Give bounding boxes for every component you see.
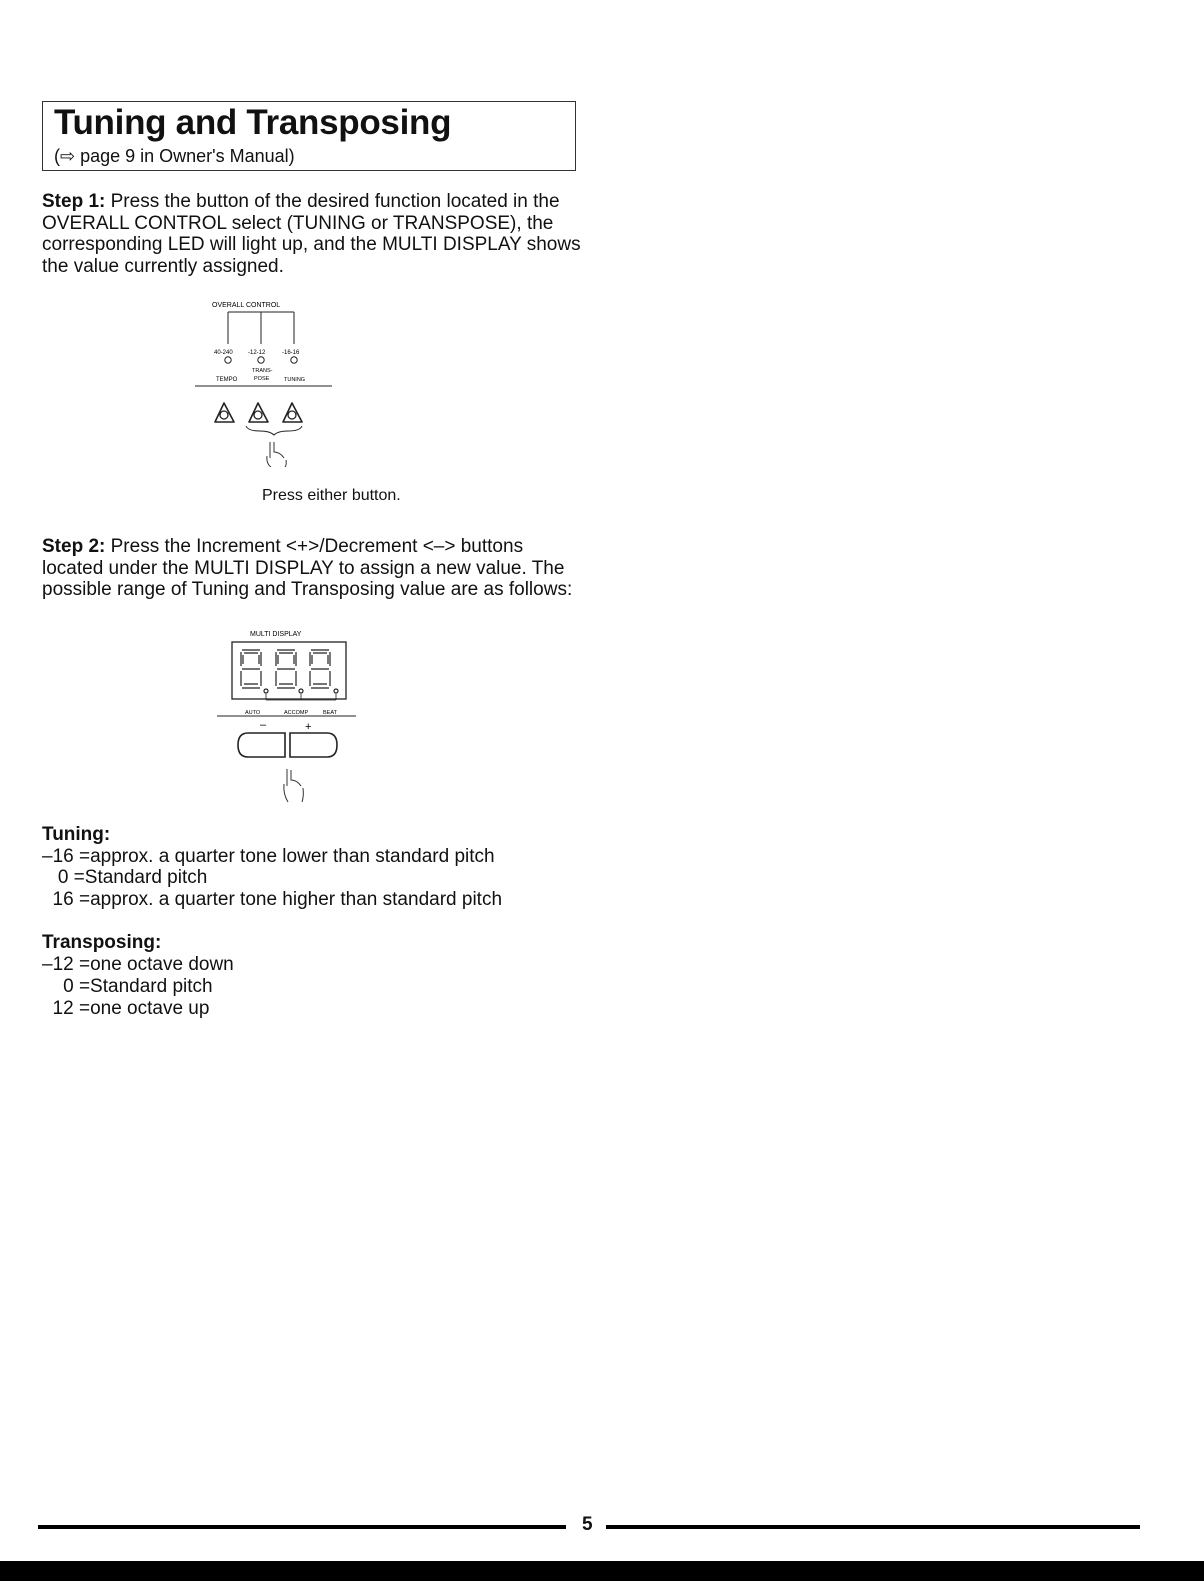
page-number: 5 <box>582 1514 593 1535</box>
led-tempo-icon <box>225 357 231 363</box>
step2-text: Press the Increment <+>/Decrement <–> buttons located under the MULTI DISPLAY to assign a new value. The possible range of Tuning and Transposing value are as follows: <box>42 536 573 601</box>
transposing-line: –12 =one octave down <box>42 954 234 975</box>
tuning-line: 16 =approx. a quarter tone higher than standard pitch <box>42 889 503 910</box>
overall-control-diagram <box>190 292 340 467</box>
footer-rule-right <box>606 1525 1140 1529</box>
tuning-line: –16 =approx. a quarter tone lower than standard pitch <box>42 846 495 867</box>
multi-display-diagram <box>212 624 362 809</box>
range-transpose: -12-12 <box>248 350 266 356</box>
label-accomp: ACCOMP <box>284 710 309 716</box>
decrement-button[interactable] <box>238 733 285 757</box>
minus-label: – <box>260 719 267 731</box>
transposing-line: 0 =Standard pitch <box>42 976 213 997</box>
tuning-button[interactable] <box>283 403 302 422</box>
multi-display-title: MULTI DISPLAY <box>250 631 302 638</box>
scan-edge <box>0 1561 1204 1581</box>
step2-label: Step 2: <box>42 536 106 557</box>
step1-label: Step 1: <box>42 191 106 212</box>
page-title: Tuning and Transposing <box>54 103 452 142</box>
page-reference: (⇨ page 9 in Owner's Manual) <box>54 146 295 166</box>
pointing-hand-icon <box>267 442 286 467</box>
plus-label: + <box>305 721 312 733</box>
label-tempo: TEMPO <box>216 377 238 383</box>
overall-control-title: OVERALL CONTROL <box>212 302 281 309</box>
transposing-heading: Transposing: <box>42 932 162 953</box>
range-tempo: 40-240 <box>214 350 233 356</box>
tuning-heading: Tuning: <box>42 824 111 845</box>
led-tuning-icon <box>291 357 297 363</box>
range-tuning: -16-16 <box>282 350 300 356</box>
step2-paragraph <box>42 536 582 601</box>
tuning-line: 0 =Standard pitch <box>42 867 208 888</box>
transposing-line: 12 =one octave up <box>42 998 210 1019</box>
increment-button[interactable] <box>290 733 337 757</box>
step1-paragraph <box>42 191 582 277</box>
label-beat: BEAT <box>323 710 337 716</box>
overall-caption: Press either button. <box>262 487 401 504</box>
led-transpose-icon <box>258 357 264 363</box>
tempo-button[interactable] <box>215 403 234 422</box>
label-auto: AUTO <box>245 710 261 716</box>
footer-rule-left <box>38 1525 566 1529</box>
step1-text: Press the button of the desired function located in the OVERALL CONTROL select (TUNING or TRANSPOSE), the corresponding LED will light up, and the MULTI DISPLAY shows the value currently assigned. <box>42 191 581 277</box>
pointing-hand-icon <box>284 769 304 802</box>
transpose-button[interactable] <box>249 403 268 422</box>
label-tuning: TUNING <box>284 377 306 383</box>
label-trans: TRANS- <box>252 368 273 374</box>
label-pose: POSE <box>254 376 270 382</box>
